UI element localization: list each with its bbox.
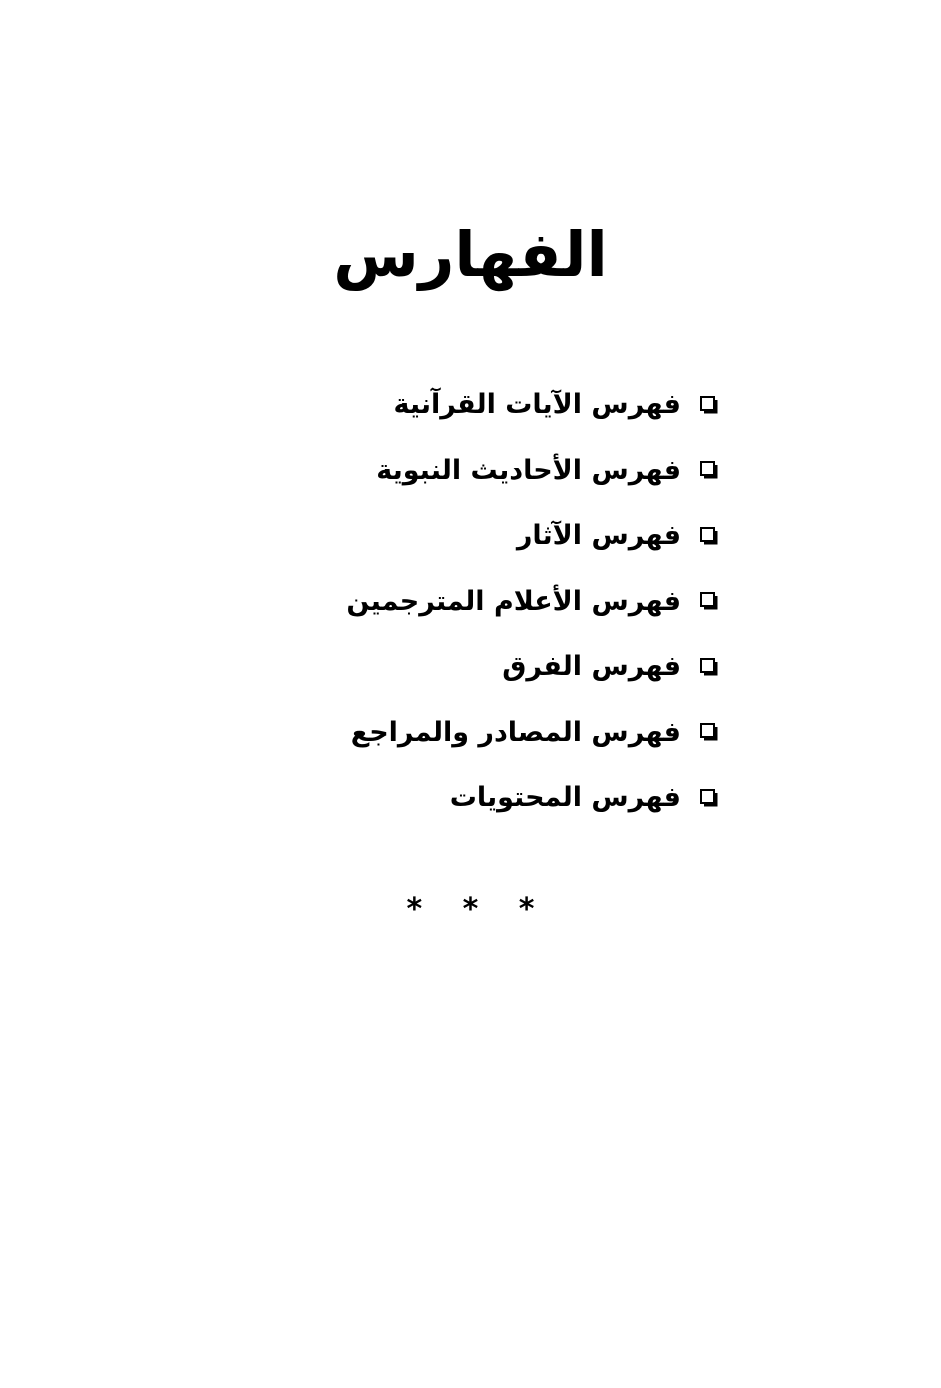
checkbox-icon <box>699 591 719 611</box>
checkbox-icon <box>699 722 719 742</box>
index-list <box>199 372 719 831</box>
checkbox-icon <box>699 526 719 546</box>
list-item <box>199 503 719 569</box>
list-item <box>199 765 719 831</box>
list-item <box>199 372 719 438</box>
index-item-label: فهرس الأحاديث النبوية <box>376 454 681 486</box>
checkbox-icon <box>699 460 719 480</box>
asterisk: * <box>406 892 423 927</box>
page-title: الفهارس <box>333 218 608 291</box>
section-separator <box>0 892 941 927</box>
list-item <box>199 438 719 504</box>
index-item-label: فهرس الفرق <box>502 651 681 683</box>
index-item-label: فهرس المصادر والمراجع <box>350 716 681 748</box>
checkbox-icon <box>699 657 719 677</box>
checkbox-icon <box>699 395 719 415</box>
checkbox-icon <box>699 788 719 808</box>
list-item <box>199 569 719 635</box>
asterisk: * <box>518 892 535 927</box>
index-item-label: فهرس المحتويات <box>449 782 681 814</box>
list-item <box>199 634 719 700</box>
index-item-label: فهرس الآيات القرآنية <box>393 389 681 421</box>
asterisk: * <box>462 892 479 927</box>
index-item-label: فهرس الأعلام المترجمين <box>346 585 681 617</box>
list-item <box>199 700 719 766</box>
index-item-label: فهرس الآثار <box>516 520 681 552</box>
